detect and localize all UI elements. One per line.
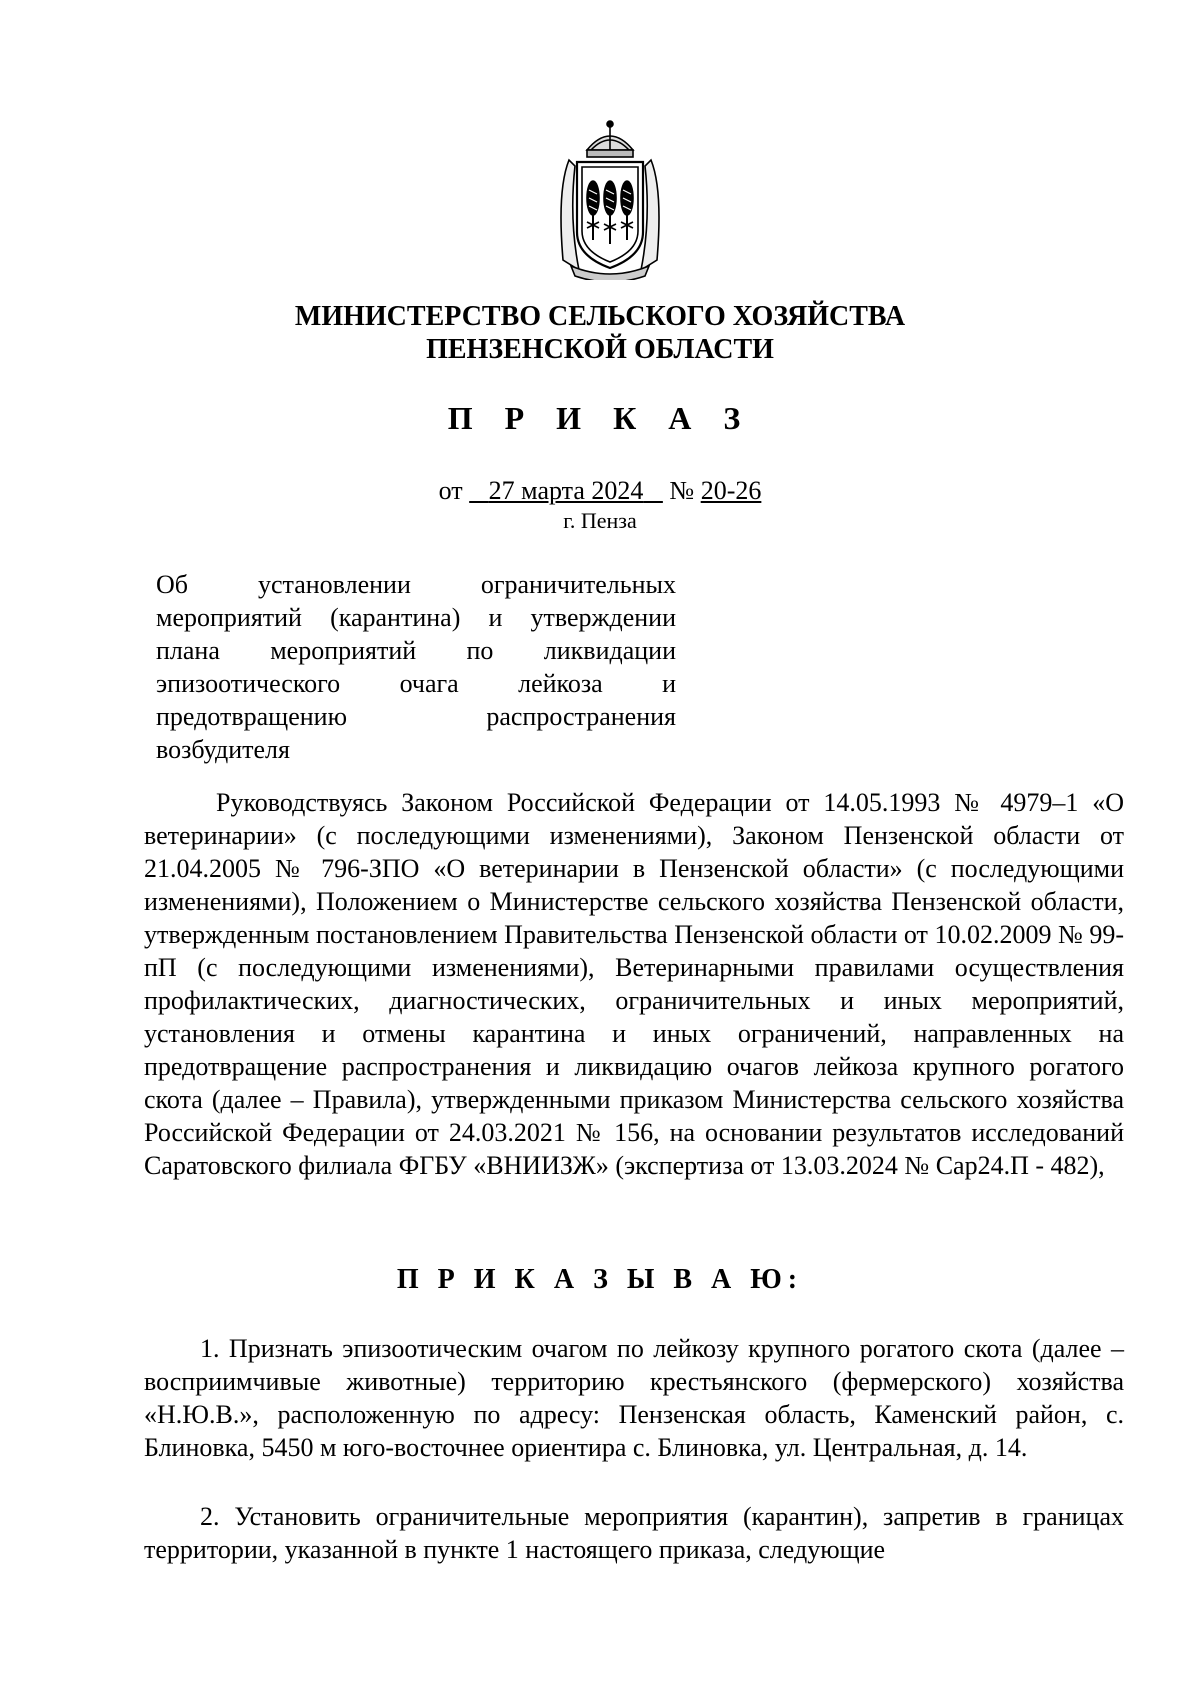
order-subject (156, 568, 676, 766)
ministry-line-1: МИНИСТЕРСТВО СЕЛЬСКОГО ХОЗЯЙСТВА (294, 301, 906, 332)
order-item-1: 1. Признать эпизоотическим очагом по лейкозу крупного рогатого скота (далее – восприимчивые животные) территорию крестьянского (фермерского) хозяйства «Н.Ю.В.», расположенную по адресу: Пензенская область, Каменский район, с. Блиновка, 5450 м юго-восточнее ориентира с. Блиновка, ул. Центральная, д. 14. (144, 1334, 1124, 1462)
subject-line: возбудителя (156, 735, 290, 764)
subject-line: плана мероприятий по ликвидации (156, 636, 676, 665)
order-item-2: 2. Установить ограничительные мероприятия (карантин), запретив в границах территории, указанной в пункте 1 настоящего приказа, следующие (144, 1502, 1124, 1564)
ministry-name (200, 300, 1000, 366)
command-heading: П Р И К А З Ы В А Ю: (396, 1264, 804, 1295)
number-sign: № (669, 476, 695, 505)
date-prefix: от (438, 476, 463, 505)
order-date-number (300, 476, 900, 506)
order-number: 20-26 (700, 476, 762, 505)
city: г. Пенза (563, 508, 637, 533)
ministry-line-2: ПЕНЗЕНСКОЙ ОБЛАСТИ (426, 334, 774, 365)
subject-line: Об установлении ограничительных (156, 570, 676, 599)
preamble-paragraph: Руководствуясь Законом Российской Федерации от 14.05.1993 № 4979–1 «О ветеринарии» (с последующими изменениями), Законом Пензенской области от 21.04.2005 № 796-ЗПО «О ветеринарии в Пензенской области» (с последующими изменениями), Положением о Министерстве сельского хозяйства Пензенской области, утвержденным постановлением Правительства Пензенской области от 10.02.2009 № 99-пП (с последующими изменениями), Ветеринарными правилами осуществления профилактических, диагностических, ограничительных и иных мероприятий, установления и отмены карантина и иных ограничений, направленных на предотвращение распространения и ликвидацию очагов лейкоза крупного рогатого скота (далее – Правила), утвержденными приказом Министерства сельского хозяйства Российской Федерации от 24.03.2021 № 156, на основании результатов исследований Саратовского филиала ФГБУ «ВНИИЗЖ» (экспертиза от 13.03.2024 № Сар24.П - 482), (144, 788, 1124, 1180)
order-date: 27 марта 2024 (488, 476, 644, 505)
order-title: П Р И К А З (447, 400, 753, 436)
subject-line: эпизоотического очага лейкоза и (156, 669, 676, 698)
subject-line: мероприятий (карантина) и утверждении (156, 603, 676, 632)
subject-line: предотвращению распространения (156, 702, 676, 731)
coat-of-arms-icon (549, 120, 671, 280)
